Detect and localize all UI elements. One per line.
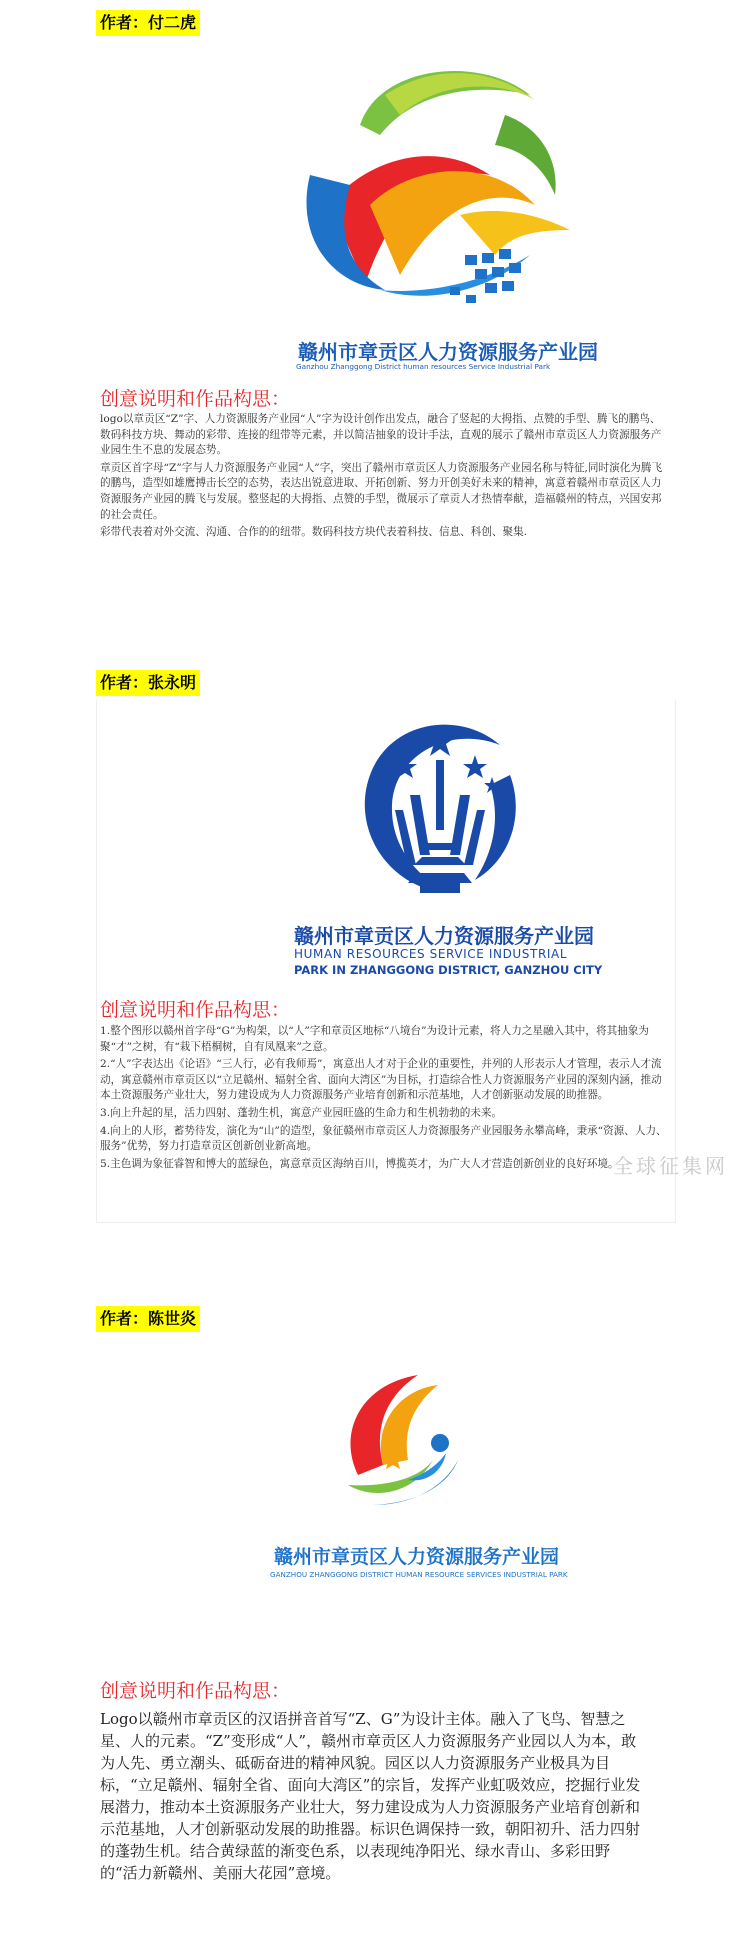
- section-heading: 创意说明和作品构思：: [100, 1680, 291, 1702]
- watermark-text: 全球征集网: [613, 1154, 728, 1178]
- logo-subtitle: GANZHOU ZHANGGONG DISTRICT HUMAN RESOURCE SERVICES INDUSTRIAL PARK: [270, 1570, 568, 1579]
- section-heading: 创意说明和作品构思：: [100, 388, 291, 410]
- paragraph: 3.向上升起的星，活力四射、蓬勃生机，寓意产业园旺盛的生命力和生机勃勃的未来。: [100, 1106, 503, 1119]
- paragraph: logo以章贡区“Z”字、人力资源服务产业园“人”字为设计创作出发点，融合了竖起的大拇指、点赞的手型、腾飞的鹏鸟、数码科技方块、舞动的彩带、连接的纽带等元素，并以简洁抽象的设计手法，直观的展示了赣州市章贡区人力资源服务产业园生生不息的发展态势。: [100, 413, 662, 457]
- section-heading: 创意说明和作品构思：: [100, 999, 291, 1021]
- author-label: 作者：陈世炎: [96, 1306, 200, 1332]
- paragraph: 2.“人”字表达出《论语》“三人行，必有我师焉”，寓意出人才对于企业的重要性，并列的人形表示人才管理，表示人才流动，寓意赣州市章贡区以“立足赣州、辐射全省、面向大湾区”为目标，打造综合性人力资源服务产业园的深刻内涵，推动本土资源服务产业壮大，努力建设成为人力资源服务产业培育创新和示范基地，人才创新驱动发展的助推器。: [100, 1058, 662, 1102]
- logo-subtitle: HUMAN RESOURCES SERVICE INDUSTRIAL: [294, 947, 568, 961]
- paragraph: Logo以赣州市章贡区的汉语拼音首写“Z、G”为设计主体。融入了飞鸟、智慧之星、人的元素。“Z”变形成“人”，赣州市章贡区人力资源服务产业园以人为本，敢为人先、勇立潮头、砥砺奋进的精神风貌。园区以人力资源服务产业极具为目标，“立足赣州、辐射全省、面向大湾区”的宗旨，发挥产业虹吸效应，挖掘行业发展潜力，推动本土资源服务产业壮大，努力建设成为人力资源服务产业培育创新和示范基地，人才创新驱动发展的助推器。标识色调保持一致，朝阳初升、活力四射的蓬勃生机。结合黄绿蓝的渐变色系，以表现纯净阳光、绿水青山、多彩田野的“活力新赣州、美丽大花园”意境。: [100, 1710, 641, 1882]
- paragraph: 1.整个图形以赣州首字母“G”为构架，以“人”字和章贡区地标“八境台”为设计元素，将人力之星融入其中，将其抽象为聚“才”之树，有“栽下梧桐树，自有凤凰来”之意。: [100, 1025, 649, 1053]
- logo-subtitle: PARK IN ZHANGGONG DISTRICT, GANZHOU CITY: [294, 963, 603, 977]
- paragraph: 5.主色调为象征睿智和博大的蓝绿色，寓意章贡区海纳百川，博揽英才，为广大人才营造创新创业的良好环境。: [100, 1157, 619, 1170]
- paragraph: 彩带代表着对外交流、沟通、合作的的纽带。数码科技方块代表着科技、信息、科创、聚集.: [100, 526, 528, 539]
- paragraph: 4.向上的人形，蓄势待发，演化为“山”的造型，象征赣州市章贡区人力资源服务产业园服务永攀高峰，秉承“资源、人力、服务”优势，努力打造章贡区创新创业新高地。: [100, 1124, 667, 1153]
- logo-title: 赣州市章贡区人力资源服务产业园: [294, 924, 594, 948]
- rainbow-figure-logo-icon: [328, 1365, 478, 1515]
- logo-subtitle: Ganzhou Zhanggong District human resources Service Industrial Park: [296, 362, 551, 371]
- author-label: 作者：付二虎: [96, 10, 200, 36]
- logo-title: 赣州市章贡区人力资源服务产业园: [274, 1546, 560, 1568]
- description: [100, 1708, 646, 1884]
- paragraph: 章贡区首字母“Z”字与人力资源服务产业园“人”字，突出了赣州市章贡区人力资源服务产业园名称与特征,同时演化为腾飞的鹏鸟，造型如雄鹰搏击长空的态势，表达出锐意进取、开拓创新、努力开创美好未来的精神，寓意着赣州市章贡区人力资源服务产业园的腾飞与发展。整竖起的大拇指、点赞的手型，微展示了章贡人才热情奉献，造福赣州的特点，兴国安邦的社会责任。: [100, 461, 663, 521]
- logo-title: 赣州市章贡区人力资源服务产业园: [298, 340, 598, 364]
- author-label: 作者：张永明: [96, 670, 200, 696]
